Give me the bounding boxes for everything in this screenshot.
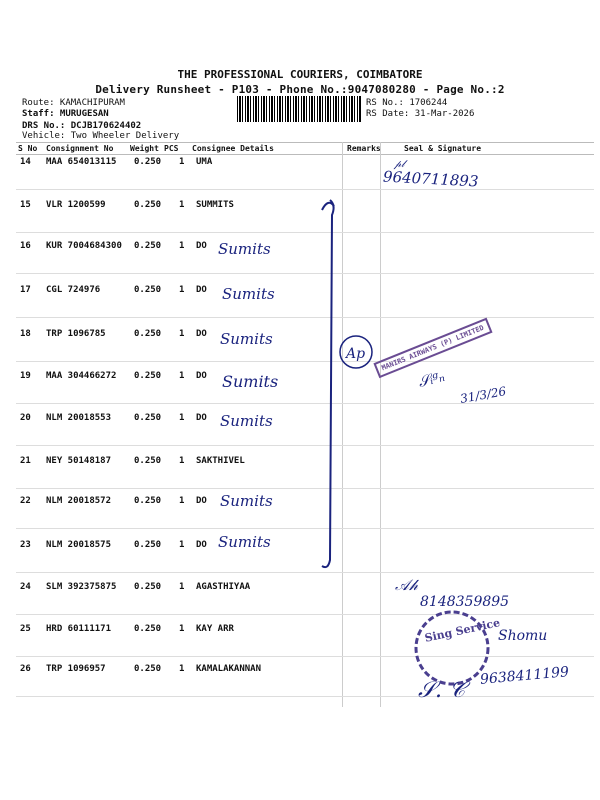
svg-text:Ap: Ap xyxy=(346,346,366,362)
sno-cell: 15 xyxy=(20,200,31,210)
sno-cell: 26 xyxy=(20,664,31,674)
weight-cell: 0.250 xyxy=(134,200,162,210)
col-pcs-header: PCS xyxy=(164,144,179,153)
handwritten-signature-name: Shomu xyxy=(498,628,548,644)
pcs-cell: 1 xyxy=(179,624,185,634)
weight-cell: 0.250 xyxy=(134,540,162,550)
col-weight-header: Weight xyxy=(130,144,159,153)
pcs-cell: 1 xyxy=(179,241,185,251)
pcs-cell: 1 xyxy=(179,157,185,167)
consignment-cell: NLM 20018575 xyxy=(46,540,112,550)
signature-scribble: 𝒜𝒽 xyxy=(395,576,418,594)
weight-cell: 0.250 xyxy=(134,329,162,339)
weight-cell: 0.250 xyxy=(134,285,162,295)
consignment-cell: CGL 724976 xyxy=(46,285,101,295)
pcs-cell: 1 xyxy=(179,285,185,295)
weight-cell: 0.250 xyxy=(134,413,162,423)
col-consignment-header: Consignment No xyxy=(46,144,114,153)
rs-number: RS No.: 1706244 xyxy=(366,98,448,108)
pcs-cell: 1 xyxy=(179,456,185,466)
col-seal-header: Seal & Signature xyxy=(404,144,482,153)
consignment-cell: SLM 392375875 xyxy=(46,582,117,592)
col-consignee-header: Consignee Details xyxy=(192,144,274,153)
sno-cell: 25 xyxy=(20,624,31,634)
agency-stamp: MANIRS AIRWAYS (P) LIMITED xyxy=(373,318,492,378)
handwritten-summits-20: Sumits xyxy=(220,412,273,430)
pcs-cell: 1 xyxy=(179,582,185,592)
pcs-cell: 1 xyxy=(179,200,185,210)
weight-cell: 0.250 xyxy=(134,371,162,381)
handwritten-phone-top: 9640711893 xyxy=(382,167,479,191)
consignee-cell: DO xyxy=(196,540,207,550)
handwritten-summits-23: Sumits xyxy=(218,533,271,551)
col-sno-header: S No xyxy=(18,144,38,153)
company-title: THE PROFESSIONAL COURIERS, COIMBATORE xyxy=(177,68,423,81)
handwritten-summits-17: Sumits xyxy=(222,285,275,303)
consignment-cell: TRP 1096957 xyxy=(46,664,106,674)
consignee-cell: SUMMITS xyxy=(196,200,234,210)
pcs-cell: 1 xyxy=(179,371,185,381)
consignee-cell: DO xyxy=(196,241,207,251)
consignment-cell: MAA 304466272 xyxy=(46,371,117,381)
scribble-mark: 𝓅𝓁 xyxy=(394,159,405,170)
consignee-cell: KAY ARR xyxy=(196,624,234,634)
handwritten-date: 31/3/26 xyxy=(459,384,508,406)
consignee-cell: DO xyxy=(196,371,207,381)
weight-cell: 0.250 xyxy=(134,241,162,251)
service-seal-text: Sing Service xyxy=(423,616,502,645)
sno-cell: 24 xyxy=(20,582,31,592)
weight-cell: 0.250 xyxy=(134,624,162,634)
consignment-cell: TRP 1096785 xyxy=(46,329,106,339)
staff-label: Staff: MURUGESAN xyxy=(22,109,109,119)
consignee-cell: DO xyxy=(196,285,207,295)
handwritten-summits-22: Sumits xyxy=(220,492,273,510)
handwritten-summits-16: Sumits xyxy=(218,240,271,258)
pcs-cell: 1 xyxy=(179,496,185,506)
drs-label: DRS No.: DCJB170624402 xyxy=(22,121,142,131)
route-label: Route: KAMACHIPURAM xyxy=(22,98,125,108)
sno-cell: 20 xyxy=(20,413,31,423)
sno-cell: 16 xyxy=(20,241,31,251)
pcs-cell: 1 xyxy=(179,540,185,550)
consignee-cell: DO xyxy=(196,413,207,423)
sno-cell: 22 xyxy=(20,496,31,506)
weight-cell: 0.250 xyxy=(134,456,162,466)
sno-cell: 23 xyxy=(20,540,31,550)
pcs-cell: 1 xyxy=(179,329,185,339)
consignee-cell: AGASTHIYAA xyxy=(196,582,251,592)
consignment-cell: NEY 50148187 xyxy=(46,456,112,466)
weight-cell: 0.250 xyxy=(134,664,162,674)
consignee-cell: UMA xyxy=(196,157,213,167)
consignee-cell: SAKTHIVEL xyxy=(196,456,245,466)
runsheet-subtitle: Delivery Runsheet - P103 - Phone No.:9047080280 - Page No.:2 xyxy=(95,83,505,96)
consignment-cell: MAA 654013115 xyxy=(46,157,117,167)
weight-cell: 0.250 xyxy=(134,582,162,592)
sno-cell: 14 xyxy=(20,157,31,167)
handwritten-phone-bottom2: 9638411199 xyxy=(479,664,570,688)
col-remarks-header: Remarks xyxy=(347,144,381,153)
consignment-cell: NLM 20018553 xyxy=(46,413,112,423)
pcs-cell: 1 xyxy=(179,664,185,674)
weight-cell: 0.250 xyxy=(134,496,162,506)
consignment-cell: VLR 1200599 xyxy=(46,200,106,210)
vehicle-label: Vehicle: Two Wheeler Delivery xyxy=(22,131,180,141)
consignment-cell: KUR 7004684300 xyxy=(46,241,122,251)
rs-date: RS Date: 31-Mar-2026 xyxy=(366,109,475,119)
consignee-cell: DO xyxy=(196,329,207,339)
consignee-cell: DO xyxy=(196,496,207,506)
sno-cell: 21 xyxy=(20,456,31,466)
agency-signature: 𝒮ᵢᵍₙ xyxy=(416,366,447,392)
consignment-cell: HRD 60111171 xyxy=(46,624,112,634)
pcs-cell: 1 xyxy=(179,413,185,423)
sno-cell: 18 xyxy=(20,329,31,339)
consignment-cell: NLM 20018572 xyxy=(46,496,112,506)
handwritten-summits-19: Sumits xyxy=(222,372,279,391)
handwritten-phone-bottom1: 8148359895 xyxy=(420,594,510,610)
sno-cell: 17 xyxy=(20,285,31,295)
weight-cell: 0.250 xyxy=(134,157,162,167)
sno-cell: 19 xyxy=(20,371,31,381)
handwritten-summits-18: Sumits xyxy=(220,330,273,348)
signature-initials: 𝒮. 𝒞 xyxy=(418,678,466,703)
consignee-cell: KAMALAKANNAN xyxy=(196,664,262,674)
